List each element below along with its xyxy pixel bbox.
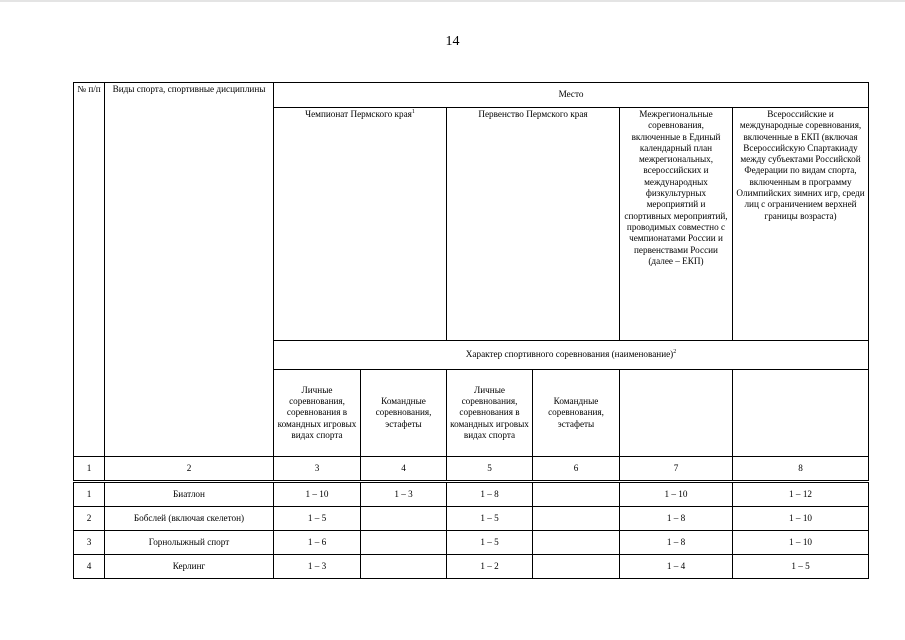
col-number: 4 bbox=[361, 457, 447, 482]
sub-team-2: Командные соревнования, эстафеты bbox=[533, 370, 620, 457]
table-row bbox=[74, 531, 869, 555]
page-number: 14 bbox=[445, 34, 460, 49]
table-row bbox=[74, 507, 869, 531]
sport-name: Керлинг bbox=[105, 555, 274, 579]
header-group-junior: Первенство Пермского края bbox=[447, 108, 620, 341]
sub-empty-8 bbox=[733, 370, 869, 457]
row-number: 2 bbox=[74, 507, 105, 531]
cell-c8: 1 – 5 bbox=[733, 555, 869, 579]
footnote-mark-1: 1 bbox=[411, 108, 415, 115]
sub-empty-7 bbox=[620, 370, 733, 457]
col-number: 6 bbox=[533, 457, 620, 482]
sport-name: Бобслей (включая скелетон) bbox=[105, 507, 274, 531]
cell-c4 bbox=[361, 555, 447, 579]
col-number: 1 bbox=[74, 457, 105, 482]
cell-c7: 1 – 8 bbox=[620, 507, 733, 531]
column-numbers-row bbox=[74, 457, 869, 482]
sport-name: Биатлон bbox=[105, 482, 274, 507]
col-number: 2 bbox=[105, 457, 274, 482]
footnote-mark-2: 2 bbox=[673, 349, 677, 356]
cell-c3: 1 – 10 bbox=[274, 482, 361, 507]
cell-c4: 1 – 3 bbox=[361, 482, 447, 507]
cell-c3: 1 – 5 bbox=[274, 507, 361, 531]
cell-c5: 1 – 5 bbox=[447, 531, 533, 555]
sub-team-1: Командные соревнования, эстафеты bbox=[361, 370, 447, 457]
row-number: 1 bbox=[74, 482, 105, 507]
cell-c6 bbox=[533, 555, 620, 579]
sport-name: Горнолыжный спорт bbox=[105, 531, 274, 555]
table-row bbox=[74, 482, 869, 507]
sub-personal-1: Личные соревнования, соревнования в командных игровых видах спорта bbox=[274, 370, 361, 457]
cell-c5: 1 – 5 bbox=[447, 507, 533, 531]
cell-c8: 1 – 10 bbox=[733, 507, 869, 531]
sub-personal-2: Личные соревнования, соревнования в командных игровых видах спорта bbox=[447, 370, 533, 457]
row-number: 3 bbox=[74, 531, 105, 555]
col-number: 7 bbox=[620, 457, 733, 482]
header-sport: Виды спорта, спортивные дисциплины bbox=[105, 83, 274, 457]
cell-c7: 1 – 10 bbox=[620, 482, 733, 507]
cell-c8: 1 – 12 bbox=[733, 482, 869, 507]
header-group-championship: Чемпионат Пермского края$^1$ bbox=[274, 108, 447, 341]
cell-c6 bbox=[533, 482, 620, 507]
col-number: 5 bbox=[447, 457, 533, 482]
cell-c5: 1 – 2 bbox=[447, 555, 533, 579]
header-group-interregional: Межрегиональные соревнования, включенные в Единый календарный план межрегиональных, всероссийских и международных физкультурных мероприятий и спортивных мероприятий, проводимых совместно с чемпионатами России и первенствами России (далее – ЕКП) bbox=[620, 108, 733, 341]
table-row bbox=[74, 555, 869, 579]
cell-c8: 1 – 10 bbox=[733, 531, 869, 555]
cell-c5: 1 – 8 bbox=[447, 482, 533, 507]
header-place: Место bbox=[274, 83, 869, 108]
cell-c6 bbox=[533, 507, 620, 531]
cell-c4 bbox=[361, 507, 447, 531]
competition-table bbox=[73, 82, 869, 579]
scan-edge bbox=[0, 0, 905, 2]
cell-c3: 1 – 6 bbox=[274, 531, 361, 555]
cell-c4 bbox=[361, 531, 447, 555]
cell-c7: 1 – 8 bbox=[620, 531, 733, 555]
row-number: 4 bbox=[74, 555, 105, 579]
header-num: № п/п bbox=[74, 83, 105, 457]
header-group-national: Всероссийские и международные соревнования, включенные в ЕКП (включая Всероссийскую Спартакиаду между субъектами Российской Федерации по видам спорта, включенным в программу Олимпийских зимних игр, среди лиц с ограничением верхней границы возраста) bbox=[733, 108, 869, 341]
cell-c7: 1 – 4 bbox=[620, 555, 733, 579]
col-number: 3 bbox=[274, 457, 361, 482]
header-character: Характер спортивного соревнования (наименование)$^2$ bbox=[274, 341, 869, 370]
cell-c3: 1 – 3 bbox=[274, 555, 361, 579]
col-number: 8 bbox=[733, 457, 869, 482]
cell-c6 bbox=[533, 531, 620, 555]
